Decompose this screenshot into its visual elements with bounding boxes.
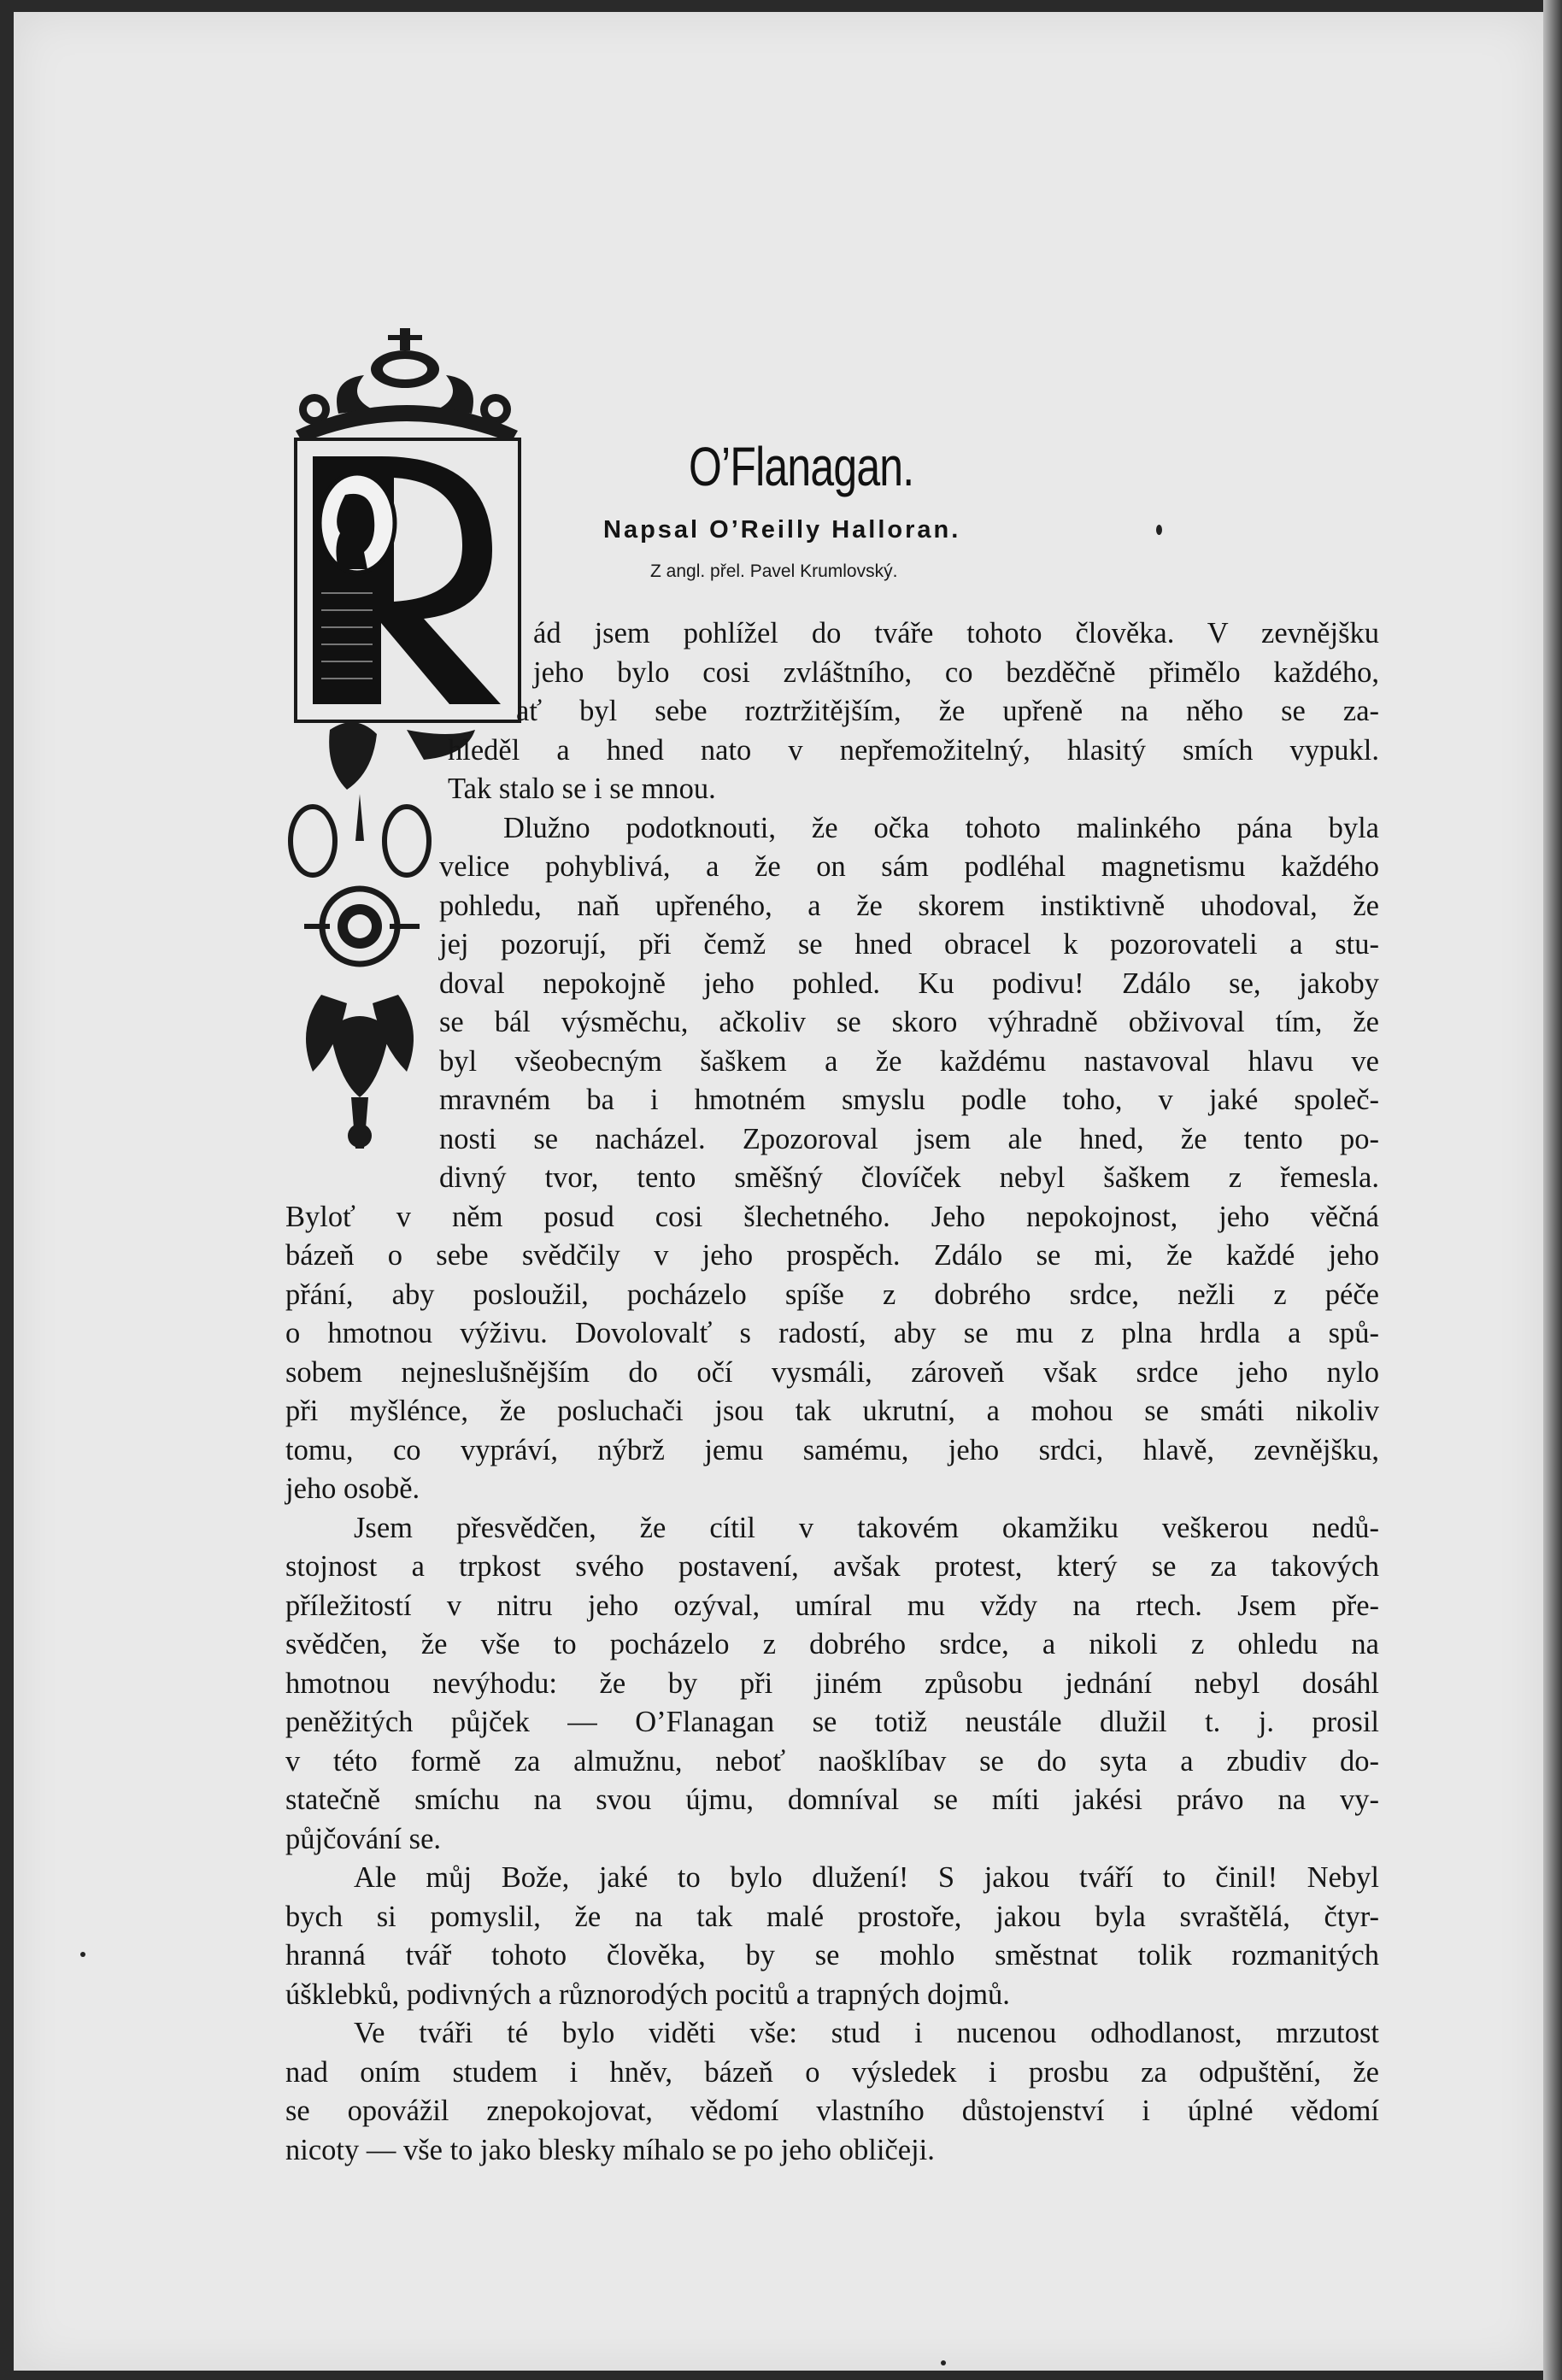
text-line: v této formě za almužnu, neboť naošklíbav se do syta a zbudiv do- — [285, 1744, 1379, 1778]
text-line: velice pohyblivá, a že on sám podléhal magnetismu každého — [439, 850, 1379, 883]
paragraph — [285, 1859, 1379, 2014]
text-line: hranná tvář tohoto člověka, by se mohlo směstnat tolik rozmanitých — [285, 1939, 1379, 1972]
speck-mark — [80, 1952, 85, 1957]
text-line: bázeň o sebe svědčily v jeho prospěch. Zdálo se mi, že každé jeho — [285, 1239, 1379, 1272]
text-line: tomu, co vypráví, nýbrž jemu samému, jeho srdci, hlavě, zevnějšku, — [285, 1433, 1379, 1466]
text-line: doval nepokojně jeho pohled. Ku podivu! Zdálo se, jakoby — [439, 967, 1379, 1000]
text-line: jej pozorují, při čemž se hned obracel k pozorovateli a stu- — [439, 928, 1379, 961]
text-line: nad oním studem i hněv, bázeň o výsledek i prosbu za odpuštění, že — [285, 2055, 1379, 2089]
paragraph — [285, 1509, 1379, 1860]
text-line: ád jsem pohlížel do tváře tohoto člověka. V zevnějšku — [533, 617, 1379, 649]
text-line: při myšlénce, že posluchači jsou tak ukrutní, a mohou se smáti nikoliv — [285, 1395, 1379, 1427]
text-line: mravném ba i hmotném smyslu podle toho, v jaké společ- — [439, 1084, 1379, 1116]
paragraph — [285, 809, 1379, 1509]
text-line: úšklebků, podivných a různorodých pocitů a trapných dojmů. — [285, 1977, 1010, 2011]
text-line: hleděl a hned nato v nepřemožitelný, hlasitý smích vypukl. — [448, 733, 1379, 767]
text-line: hmotnou nevýhodu: že by při jiném způsobu jednání nebyl dosáhl — [285, 1666, 1379, 1700]
article-author: Napsal O’Reilly Halloran. — [603, 516, 961, 544]
text-line: se opovážil znepokojovat, vědomí vlastního důstojenství i úplné vědomí — [285, 2095, 1379, 2127]
text-line: stojnost a trpkost svého postavení, avšak protest, který se za takových — [285, 1550, 1379, 1583]
text-line: byl všeobecným šaškem a že každému nastavoval hlavu ve — [439, 1044, 1379, 1078]
text-line: se bál výsměchu, ačkoliv se skoro výhradně obživoval tím, že — [439, 1006, 1379, 1038]
text-line: sobem nejneslušnějším do očí vysmáli, zároveň však srdce jeho nylo — [285, 1355, 1379, 1389]
text-line: statečně smíchu na svou újmu, domníval se míti jakési právo na vy- — [285, 1784, 1379, 1816]
text-line: jeho osobě. — [285, 1472, 420, 1505]
text-line: nicoty — vše to jako blesky míhalo se po jeho obličeji. — [285, 2133, 935, 2166]
text-line: půjčování se. — [285, 1822, 442, 1855]
speck-mark — [941, 2360, 946, 2365]
text-line: Byloť v něm posud cosi šlechetného. Jeho nepokojnost, jeho věčná — [285, 1200, 1379, 1233]
paragraph — [285, 614, 1379, 809]
text-line: divný tvor, tento směšný človíček nebyl šaškem z řemesla. — [439, 1161, 1379, 1194]
text-line: nosti se nacházel. Zpozoroval jsem ale hned, že tento po- — [439, 1122, 1379, 1155]
text-line: jeho bylo cosi zvláštního, co bezděčně přimělo každého, — [533, 655, 1379, 689]
paragraph — [285, 2014, 1379, 2170]
text-line: Jsem přesvědčen, že cítil v takovém okamžiku veškerou nedů- — [354, 1511, 1379, 1544]
speck-mark — [1156, 525, 1162, 535]
text-line: peněžitých půjček — O’Flanagan se totiž neustále dlužil t. j. prosil — [285, 1706, 1379, 1738]
text-line: Tak stalo se i se mnou. — [448, 773, 716, 805]
text-line: Dlužno podotknouti, že očka tohoto malinkého pána byla — [503, 811, 1379, 844]
text-line: příležitostí v nitru jeho ozýval, umíral mu vždy na rtech. Jsem pře- — [285, 1589, 1379, 1622]
page-edge-shadow — [1543, 0, 1562, 2380]
book-page — [14, 12, 1543, 2371]
text-line: Ale můj Bože, jaké to bylo dlužení! S jakou tváří to činil! Nebyl — [354, 1861, 1379, 1894]
text-line: bych si pomyslil, že na tak malé prostoře, jakou byla svraštělá, čtyr- — [285, 1900, 1379, 1933]
text-line: ať byl sebe roztržitějším, že upřeně na něho se za- — [516, 695, 1379, 727]
article-title: O’Flanagan. — [689, 436, 914, 497]
text-line: svědčen, že vše to pocházelo z dobrého srdce, a nikoli z ohledu na — [285, 1628, 1379, 1660]
text-line: přání, aby posloužil, pocházelo spíše z dobrého srdce, nežli z péče — [285, 1278, 1379, 1311]
article-translator: Z angl. přel. Pavel Krumlovský. — [650, 561, 898, 581]
text-line: o hmotnou výživu. Dovolovalť s radostí, aby se mu z plna hrdla a spů- — [285, 1317, 1379, 1349]
text-line: pohledu, naň upřeného, a že skorem instiktivně uhodoval, že — [439, 889, 1379, 922]
article-body — [285, 614, 1379, 2170]
text-line: Ve tváři té bylo viděti vše: stud i nucenou odhodlanost, mrzutost — [354, 2017, 1379, 2049]
